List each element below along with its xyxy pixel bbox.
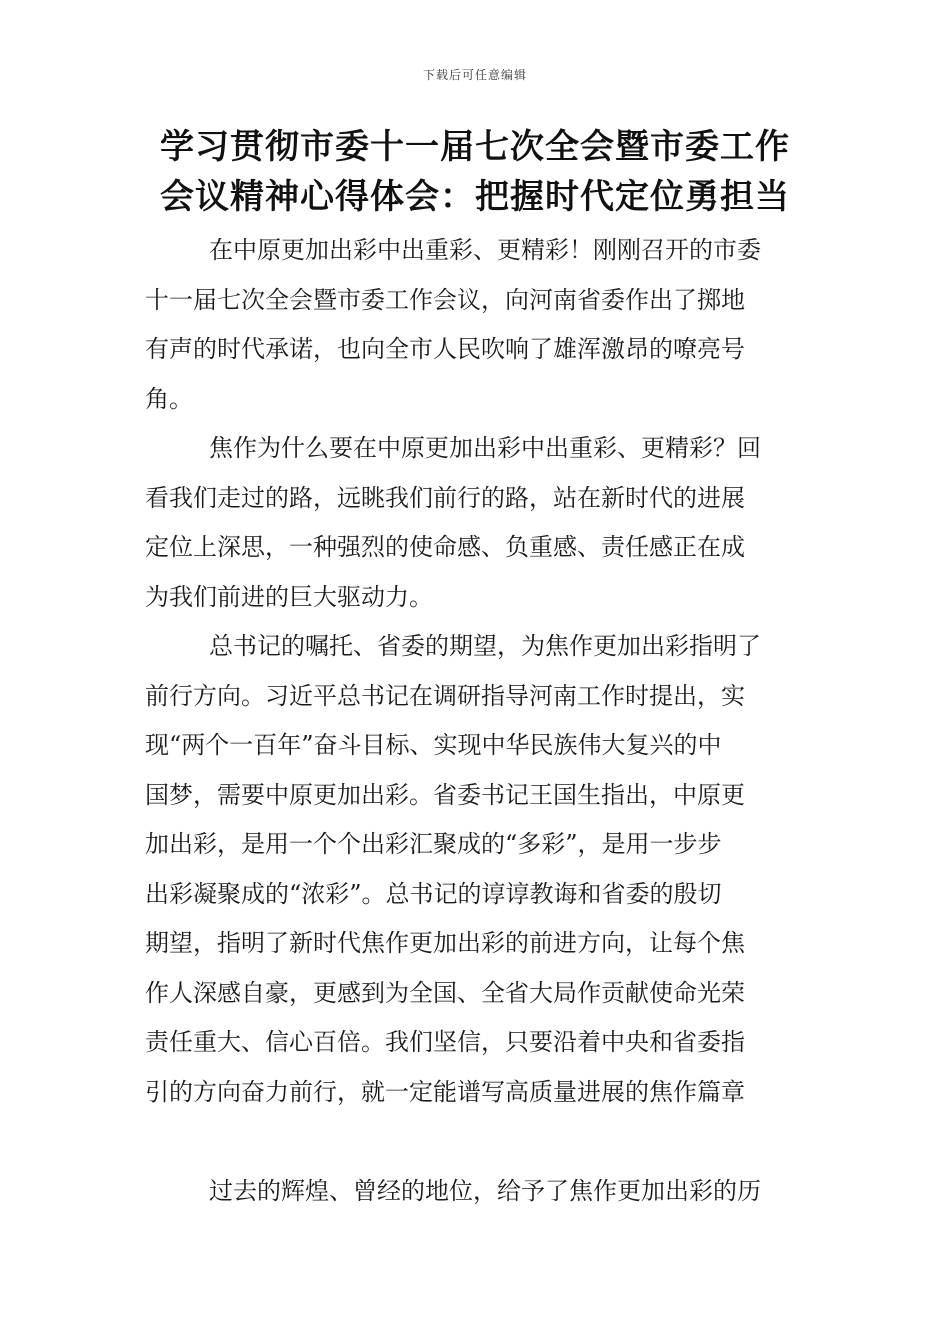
- text-line: 有声的时代承诺，也向全市人民吹响了雄浑激昂的嘹亮号: [145, 335, 745, 363]
- header-note: 下载后可任意编辑: [422, 68, 527, 82]
- text-line: 总书记的嘱托、省委的期望，为焦作更加出彩指明了: [209, 632, 761, 660]
- title-line: 会议精神心得体会：把握时代定位勇担当: [160, 177, 790, 217]
- text-line: 责任重大、信心百倍。我们坚信，只要沿着中央和省委指: [145, 1028, 745, 1056]
- paragraph-2: [145, 424, 810, 622]
- text-line: 前行方向。习近平总书记在调研指导河南工作时提出，实: [145, 681, 745, 710]
- text-line: 期望，指明了新时代焦作更加出彩的前进方向，让每个焦: [145, 929, 745, 957]
- paragraph-1: [145, 226, 810, 424]
- text-line: 引的方向奋力前行，就一定能谱写高质量进展的焦作篇章: [145, 1077, 745, 1106]
- text-line: 国梦，需要中原更加出彩。省委书记王国生指出，中原更: [145, 780, 745, 809]
- title-line: 学习贯彻市委十一届七次全会暨市委工作: [160, 127, 790, 167]
- text-line: 为我们前进的巨大驱动力。: [145, 582, 433, 611]
- blank-line: [145, 1117, 810, 1167]
- text-line: 加出彩，是用一个个出彩汇聚成的“多彩”，是用一步步: [145, 830, 722, 858]
- text-line: 出彩凝聚成的“浓彩”。总书记的谆谆教诲和省委的殷切: [145, 879, 722, 908]
- text-line: 十一届七次全会暨市委工作会议，向河南省委作出了掷地: [145, 285, 745, 314]
- text-line: 角。: [145, 384, 193, 413]
- text-line: 在中原更加出彩中出重彩、更精彩！刚刚召开的市委: [209, 236, 761, 264]
- document-title: [140, 122, 810, 222]
- text-line: 定位上深思，一种强烈的使命感、负重感、责任感正在成: [145, 533, 745, 561]
- text-line: 焦作为什么要在中原更加出彩中出重彩、更精彩？回: [209, 434, 761, 462]
- document-body: [145, 226, 810, 1216]
- text-line: 作人深感自豪，更感到为全国、全省大局作贡献使命光荣: [145, 978, 745, 1007]
- paragraph-3: [145, 622, 810, 1117]
- text-line: 现“两个一百年”奋斗目标、实现中华民族伟大复兴的中: [145, 731, 722, 759]
- text-line: 看我们走过的路，远眺我们前行的路，站在新时代的进展: [145, 483, 745, 512]
- text-line: 过去的辉煌、曾经的地位，给予了焦作更加出彩的历: [209, 1176, 761, 1205]
- paragraph-4: [145, 1167, 810, 1217]
